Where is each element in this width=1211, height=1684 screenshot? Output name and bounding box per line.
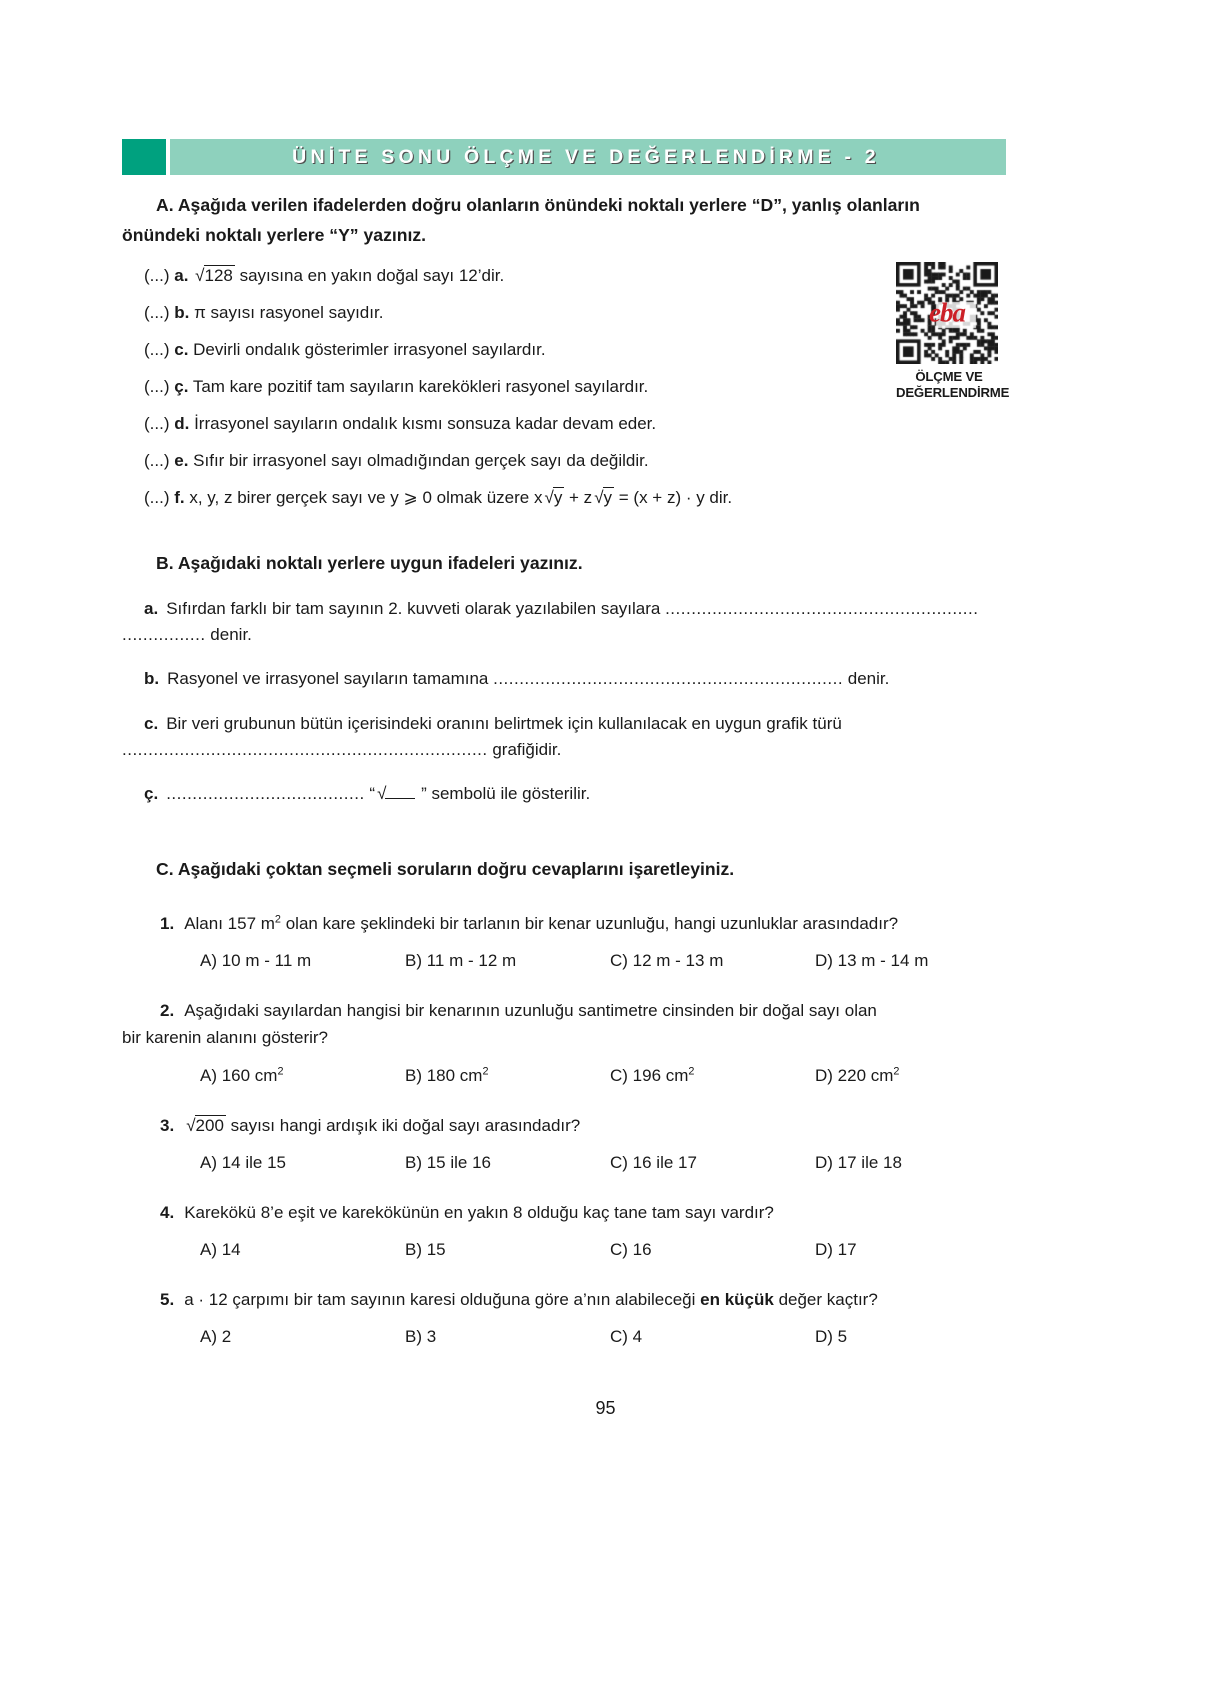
option-1-a[interactable]: A) 10 m - 11 m xyxy=(200,951,312,971)
option-3-c[interactable]: C) 16 ile 17 xyxy=(610,1152,697,1172)
section-c-heading: C. Aşağıdaki çoktan seçmeli soruların doğru cevaplarını işaretleyiniz. xyxy=(156,858,735,879)
question-2-options xyxy=(122,1066,1012,1086)
fill-item-a[interactable] xyxy=(122,596,1012,649)
option-2-c-sup: 2 xyxy=(688,1064,695,1077)
option-4-b[interactable]: B) 15 xyxy=(405,1240,446,1259)
question-1-superscript: 2 xyxy=(274,913,281,926)
question-1-text-a: Alanı 157 m xyxy=(184,914,275,934)
fill-label-b: b. xyxy=(144,669,160,689)
question-5-number: 5. xyxy=(160,1290,175,1309)
option-2-a-label: A) 160 cm xyxy=(200,1065,278,1085)
option-1-d[interactable]: D) 13 m - 14 m xyxy=(815,951,929,971)
sqrt-200-value: 200 xyxy=(195,1115,224,1135)
tf-letter-cc: ç. xyxy=(174,376,189,396)
question-2-line2 xyxy=(122,1024,1012,1051)
fill-blank-b-1[interactable]: ................................................................... xyxy=(493,669,844,689)
banner-accent-block xyxy=(122,139,166,175)
section-a-heading-line1: A. Aşağıda verilen ifadelerden doğru olanların önündeki noktalı yerlere “D”, yanlış olanların xyxy=(156,195,920,215)
fill-label-c: c. xyxy=(144,713,159,733)
option-4-d[interactable]: D) 17 xyxy=(815,1240,857,1259)
tf-item-d[interactable] xyxy=(122,415,1012,432)
question-4-options xyxy=(122,1240,1012,1260)
tf-blank-c[interactable]: (...) xyxy=(144,339,170,359)
sqrt-200: √200 xyxy=(186,1115,224,1135)
option-4-c[interactable]: C) 16 xyxy=(610,1240,652,1259)
option-2-b-sup: 2 xyxy=(482,1064,489,1077)
question-1 xyxy=(122,910,1012,937)
option-2-b-label: B) 180 cm xyxy=(405,1065,483,1085)
quote-close-cc: ” xyxy=(421,784,427,804)
tf-blank-e[interactable]: (...) xyxy=(144,450,170,470)
option-1-b[interactable]: B) 11 m - 12 m xyxy=(405,951,517,971)
tf-item-a[interactable] xyxy=(122,267,1012,284)
option-3-d[interactable]: D) 17 ile 18 xyxy=(815,1152,902,1172)
option-5-c[interactable]: C) 4 xyxy=(610,1327,643,1347)
fill-label-cc: ç. xyxy=(144,784,159,804)
option-5-d[interactable]: D) 5 xyxy=(815,1327,848,1347)
tf-text-f-post: = (x + z) · y dir. xyxy=(614,487,733,507)
tf-text-b: π sayısı rasyonel sayıdır. xyxy=(194,302,384,322)
tf-item-cc[interactable] xyxy=(122,378,1012,395)
option-5-b[interactable]: B) 3 xyxy=(405,1327,437,1347)
option-1-c[interactable]: C) 12 m - 13 m xyxy=(610,951,724,971)
question-4-text: Karekökü 8’e eşit ve karekökünün en yakın 8 olduğu kaç tane tam sayı vardır? xyxy=(184,1202,774,1222)
tf-letter-d: d. xyxy=(174,413,190,433)
banner-title: ÜNİTE SONU ÖLÇME VE DEĞERLENDİRME - 2 xyxy=(292,145,880,168)
tf-blank-b[interactable]: (...) xyxy=(144,302,170,322)
fill-text-cc-post: sembolü ile gösterilir. xyxy=(426,784,591,804)
option-4-a[interactable]: A) 14 xyxy=(200,1240,241,1259)
tf-letter-b: b. xyxy=(174,302,190,322)
option-3-a[interactable]: A) 14 ile 15 xyxy=(200,1152,286,1172)
tf-letter-a: a. xyxy=(174,265,189,285)
question-3-number: 3. xyxy=(160,1115,175,1135)
sqrt-y-2: √y xyxy=(594,487,613,507)
sqrt-128-value: 128 xyxy=(204,265,233,285)
question-1-text-b: olan kare şeklindeki bir tarlanın bir kenar uzunluğu, hangi uzunluklar arasındadır? xyxy=(280,914,899,934)
sqrt-empty-bar xyxy=(385,798,415,799)
question-2-number: 2. xyxy=(160,1001,175,1021)
fill-item-cc[interactable] xyxy=(122,781,1012,807)
option-2-d[interactable] xyxy=(815,1066,899,1086)
tf-item-e[interactable] xyxy=(122,452,1012,469)
question-5-text-post: değer kaçtır? xyxy=(773,1290,878,1309)
section-b-heading: B. Aşağıdaki noktalı yerlere uygun ifadeleri yazınız. xyxy=(156,552,583,573)
fill-item-b[interactable] xyxy=(122,666,1012,692)
tf-item-b[interactable] xyxy=(122,304,1012,321)
section-a xyxy=(122,190,1012,506)
sqrt-128: √128 xyxy=(195,265,233,285)
section-b xyxy=(122,548,1012,808)
tf-letter-e: e. xyxy=(174,450,189,470)
fill-blank-a-1[interactable]: ............................................................ xyxy=(665,598,979,618)
tf-text-f-pre: x, y, z birer gerçek sayı ve y ⩾ 0 olmak üzere x xyxy=(189,487,543,507)
tf-text-c: Devirli ondalık gösterimler irrasyonel sayılardır. xyxy=(193,339,546,359)
fill-text-a-pre: Sıfırdan farklı bir tam sayının 2. kuvveti olarak yazılabilen sayılara xyxy=(166,598,666,618)
qr-caption-line2: DEĞERLENDİRME xyxy=(896,384,1010,400)
fill-text-a-post: denir. xyxy=(205,625,252,645)
fill-blank-c-1[interactable]: ...................................................................... xyxy=(122,740,488,760)
sqrt-empty-symbol: √ xyxy=(375,781,421,807)
option-2-a-sup: 2 xyxy=(277,1064,284,1077)
option-2-d-sup: 2 xyxy=(893,1064,900,1077)
unit-header-banner xyxy=(122,139,1006,175)
question-3 xyxy=(122,1112,1012,1139)
question-3-options xyxy=(122,1153,1012,1173)
tf-text-a: sayısına en yakın doğal sayı 12’dir. xyxy=(234,265,505,285)
tf-text-f-mid: + z xyxy=(564,487,593,507)
question-5 xyxy=(122,1286,1012,1313)
question-2-text-line2: bir karenin alanını gösterir? xyxy=(122,1028,329,1048)
section-a-items xyxy=(122,267,1012,506)
banner-bar xyxy=(170,139,1006,175)
tf-text-e: Sıfır bir irrasyonel sayı olmadığından gerçek sayı da değildir. xyxy=(193,450,649,470)
fill-text-b-pre: Rasyonel ve irrasyonel sayıların tamamına xyxy=(167,669,494,689)
question-1-number: 1. xyxy=(160,914,175,934)
fill-text-c-pre: Bir veri grubunun bütün içerisindeki oranını belirtmek için kullanılacak en uygun grafik türü xyxy=(166,713,842,733)
option-2-d-label: D) 220 cm xyxy=(815,1065,894,1085)
tf-item-c[interactable] xyxy=(122,341,1012,358)
question-1-options xyxy=(122,951,1012,971)
quote-open-cc: “ xyxy=(369,784,376,804)
tf-text-d: İrrasyonel sayıların ondalık kısmı sonsuza kadar devam eder. xyxy=(194,413,657,433)
tf-letter-c: c. xyxy=(174,339,189,359)
tf-blank-a[interactable]: (...) xyxy=(144,265,170,285)
question-2-text-line1: Aşağıdaki sayılardan hangisi bir kenarının uzunluğu santimetre cinsinden bir doğal sayı olan xyxy=(184,1001,877,1021)
fill-label-a: a. xyxy=(144,598,159,618)
fill-text-b-post: denir. xyxy=(843,669,890,689)
question-5-options xyxy=(122,1327,1012,1347)
option-3-b[interactable]: B) 15 ile 16 xyxy=(405,1152,491,1172)
tf-blank-d[interactable]: (...) xyxy=(144,413,170,433)
section-c xyxy=(122,854,1012,1347)
tf-blank-cc[interactable]: (...) xyxy=(144,376,170,396)
option-2-c-label: C) 196 cm xyxy=(610,1065,689,1085)
option-2-b[interactable] xyxy=(405,1066,610,1086)
fill-blank-a-2[interactable]: ................ xyxy=(122,625,206,645)
section-a-heading-line2: önündeki noktalı yerlere “Y” yazınız. xyxy=(122,225,427,246)
question-5-text-pre: a · 12 çarpımı bir tam sayının karesi olduğuna göre a’nın alabileceği xyxy=(184,1290,701,1309)
tf-text-cc: Tam kare pozitif tam sayıların karekökleri rasyonel sayılardır. xyxy=(192,376,649,396)
fill-blank-cc-1[interactable]: ...................................... xyxy=(166,784,365,804)
fill-item-c[interactable] xyxy=(122,711,1012,764)
question-4 xyxy=(122,1199,1012,1226)
sqrt-y-2-value: y xyxy=(603,487,613,507)
tf-blank-f[interactable]: (...) xyxy=(144,487,170,507)
option-5-a[interactable]: A) 2 xyxy=(200,1327,232,1347)
eba-logo: eba xyxy=(929,297,965,328)
sqrt-y-1: √y xyxy=(544,487,563,507)
qr-caption-line1: ÖLÇME VE xyxy=(915,369,983,384)
page-content xyxy=(122,190,1012,1347)
sqrt-y-1-value: y xyxy=(553,487,563,507)
fill-text-c-post: grafiğidir. xyxy=(487,740,562,760)
tf-letter-f: f. xyxy=(174,487,185,507)
option-2-a[interactable] xyxy=(200,1066,405,1086)
option-2-c[interactable] xyxy=(610,1066,815,1086)
question-5-emphasis: en küçük xyxy=(700,1290,774,1309)
question-2 xyxy=(122,997,1012,1024)
page-number: 95 xyxy=(595,1398,616,1418)
question-4-number: 4. xyxy=(160,1202,175,1222)
question-3-text: sayısı hangi ardışık iki doğal sayı arasındadır? xyxy=(225,1115,581,1135)
tf-item-f[interactable] xyxy=(122,489,1012,506)
